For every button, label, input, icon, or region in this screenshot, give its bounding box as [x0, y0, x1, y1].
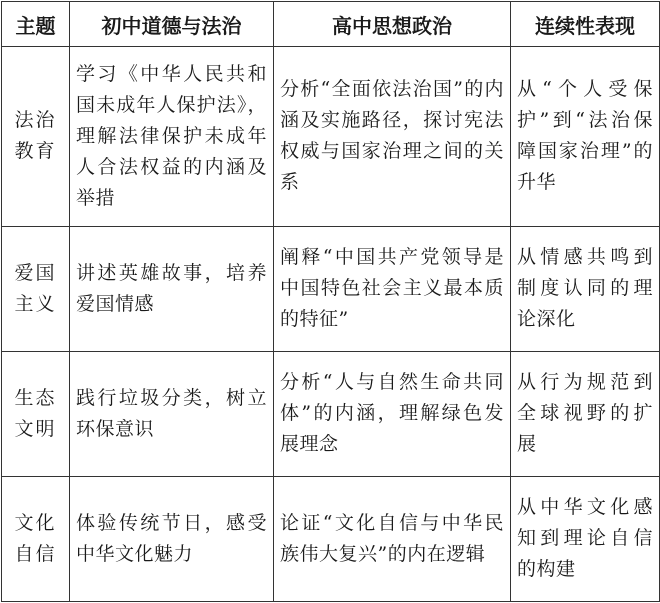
table-row: [2, 351, 660, 476]
topic-cell: 文化自信: [2, 476, 70, 601]
continuity-cell: 从中华文化感知到理论自信的构建: [511, 476, 660, 601]
table-row: [2, 476, 660, 601]
senior-cell: 论证“文化自信与中华民族伟大复兴”的内在逻辑: [274, 476, 511, 601]
header-row: [2, 2, 660, 47]
header-junior-morality-law: 初中道德与法治: [70, 2, 274, 47]
senior-cell: 阐释“中国共产党领导是中国特色社会主义最本质的特征”: [274, 226, 511, 351]
senior-cell: 分析“人与自然生命共同体”的内涵，理解绿色发展理念: [274, 351, 511, 476]
header-continuity: 连续性表现: [511, 2, 660, 47]
continuity-cell: 从行为规范到全球视野的扩展: [511, 351, 660, 476]
junior-cell: 讲述英雄故事，培养爱国情感: [70, 226, 274, 351]
topic-cell: 生态文明: [2, 351, 70, 476]
header-senior-politics: 高中思想政治: [274, 2, 511, 47]
table-body: [2, 47, 660, 602]
curriculum-comparison-table: [1, 1, 660, 602]
continuity-cell: 从“个人受保护”到“法治保障国家治理”的升华: [511, 47, 660, 227]
header-topic: 主题: [2, 2, 70, 47]
junior-cell: 学习《中华人民共和国未成年人保护法》，理解法律保护未成年人合法权益的内涵及举措: [70, 47, 274, 227]
senior-cell: 分析“全面依法治国”的内涵及实施路径，探讨宪法权威与国家治理之间的关系: [274, 47, 511, 227]
junior-cell: 体验传统节日，感受中华文化魅力: [70, 476, 274, 601]
junior-cell: 践行垃圾分类，树立环保意识: [70, 351, 274, 476]
table-row: [2, 47, 660, 227]
table-row: [2, 226, 660, 351]
continuity-cell: 从情感共鸣到制度认同的理论深化: [511, 226, 660, 351]
table-header: [2, 2, 660, 47]
topic-cell: 爱国主义: [2, 226, 70, 351]
topic-cell: 法治教育: [2, 47, 70, 227]
